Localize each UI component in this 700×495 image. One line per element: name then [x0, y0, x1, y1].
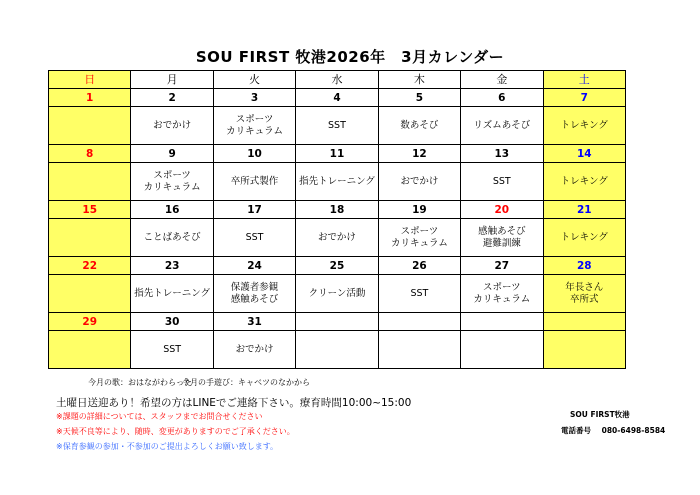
- note-item: ※保育参観の参加・不参加のご提出よろしくお願い致します。: [56, 442, 279, 451]
- date-cell: 1: [49, 89, 131, 107]
- date-row: [49, 313, 626, 331]
- date-cell: 31: [213, 313, 295, 331]
- date-cell: 29: [49, 313, 131, 331]
- weekday-header-row: [49, 71, 626, 89]
- activity-cell: 保護者参観 感触あそび: [213, 275, 295, 313]
- phone-line: [561, 425, 665, 436]
- activity-row: [49, 331, 626, 369]
- date-cell: 27: [461, 257, 543, 275]
- activity-cell: [49, 107, 131, 145]
- date-cell: 25: [296, 257, 378, 275]
- org-name: SOU FIRST牧港: [570, 410, 630, 419]
- date-cell: 5: [378, 89, 460, 107]
- activity-cell: [543, 331, 625, 369]
- activity-cell: [461, 331, 543, 369]
- weekday-sat: 土: [543, 71, 625, 89]
- date-cell: 13: [461, 145, 543, 163]
- date-cell: 4: [296, 89, 378, 107]
- weekday-thu: 木: [378, 71, 460, 89]
- activity-cell: 数あそび: [378, 107, 460, 145]
- weekday-mon: 月: [131, 71, 213, 89]
- date-cell: 18: [296, 201, 378, 219]
- activity-cell: 指先トレーニング: [131, 275, 213, 313]
- activity-row: [49, 275, 626, 313]
- activity-cell: SST: [213, 219, 295, 257]
- date-cell: [378, 313, 460, 331]
- date-cell: 16: [131, 201, 213, 219]
- activity-cell: スポーツ カリキュラム: [378, 219, 460, 257]
- date-cell: 21: [543, 201, 625, 219]
- date-cell: 9: [131, 145, 213, 163]
- activity-row: [49, 219, 626, 257]
- phone-label: 電話番号: [561, 426, 591, 435]
- date-row: [49, 89, 626, 107]
- calendar-table: [48, 70, 626, 369]
- date-cell: 24: [213, 257, 295, 275]
- date-cell: 8: [49, 145, 131, 163]
- activity-cell: トレキング: [543, 107, 625, 145]
- date-cell: [461, 313, 543, 331]
- weekday-sun: 日: [49, 71, 131, 89]
- activity-cell: [378, 331, 460, 369]
- activity-cell: スポーツ カリキュラム: [131, 163, 213, 201]
- activity-cell: SST: [131, 331, 213, 369]
- date-cell: [543, 313, 625, 331]
- date-cell: 26: [378, 257, 460, 275]
- date-cell: 3: [213, 89, 295, 107]
- date-cell: 23: [131, 257, 213, 275]
- activity-cell: おでかけ: [378, 163, 460, 201]
- date-cell: 7: [543, 89, 625, 107]
- activity-cell: 年長さん 卒所式: [543, 275, 625, 313]
- activity-cell: [49, 219, 131, 257]
- date-cell: [296, 313, 378, 331]
- activity-cell: おでかけ: [213, 331, 295, 369]
- song-of-month: 今月の歌：おはながわらった: [88, 378, 192, 387]
- activity-cell: 卒所式製作: [213, 163, 295, 201]
- date-cell: 19: [378, 201, 460, 219]
- activity-cell: 感触あそび 避難訓練: [461, 219, 543, 257]
- date-cell: 2: [131, 89, 213, 107]
- activity-cell: SST: [296, 107, 378, 145]
- date-cell: 20: [461, 201, 543, 219]
- date-cell: 11: [296, 145, 378, 163]
- activity-cell: SST: [461, 163, 543, 201]
- activity-cell: トレキング: [543, 163, 625, 201]
- date-cell: 10: [213, 145, 295, 163]
- handplay-of-month: 今月の手遊び：キャベツのなかから: [182, 378, 310, 387]
- date-row: [49, 257, 626, 275]
- activity-cell: スポーツ カリキュラム: [461, 275, 543, 313]
- activity-cell: おでかけ: [131, 107, 213, 145]
- date-cell: 28: [543, 257, 625, 275]
- activity-cell: スポーツ カリキュラム: [213, 107, 295, 145]
- weekday-fri: 金: [461, 71, 543, 89]
- activity-cell: [49, 163, 131, 201]
- date-cell: 15: [49, 201, 131, 219]
- activity-cell: おでかけ: [296, 219, 378, 257]
- date-row: [49, 145, 626, 163]
- saturday-notice: 土曜日送迎あり！希望の方はLINEでご連絡下さい。療育時間10:00~15:00: [56, 397, 412, 409]
- activity-cell: ことばあそび: [131, 219, 213, 257]
- activity-cell: 指先トレーニング: [296, 163, 378, 201]
- activity-cell: [296, 331, 378, 369]
- weekday-tue: 火: [213, 71, 295, 89]
- activity-row: [49, 163, 626, 201]
- activity-cell: リズムあそび: [461, 107, 543, 145]
- date-cell: 17: [213, 201, 295, 219]
- date-cell: 12: [378, 145, 460, 163]
- date-cell: 14: [543, 145, 625, 163]
- date-cell: 22: [49, 257, 131, 275]
- note-item: ※課題の詳細については、スタッフまでお問合せください: [56, 412, 263, 421]
- page-title: SOU FIRST 牧港2026年 3月カレンダー: [195, 48, 505, 66]
- date-cell: 30: [131, 313, 213, 331]
- activity-cell: [49, 331, 131, 369]
- phone-number: 080-6498-8584: [601, 426, 666, 435]
- weekday-wed: 水: [296, 71, 378, 89]
- activity-row: [49, 107, 626, 145]
- activity-cell: クリーン活動: [296, 275, 378, 313]
- activity-cell: トレキング: [543, 219, 625, 257]
- activity-cell: SST: [378, 275, 460, 313]
- date-cell: 6: [461, 89, 543, 107]
- note-item: ※天候不良等により、随時、変更がありますのでご了承ください。: [56, 427, 295, 436]
- activity-cell: [49, 275, 131, 313]
- date-row: [49, 201, 626, 219]
